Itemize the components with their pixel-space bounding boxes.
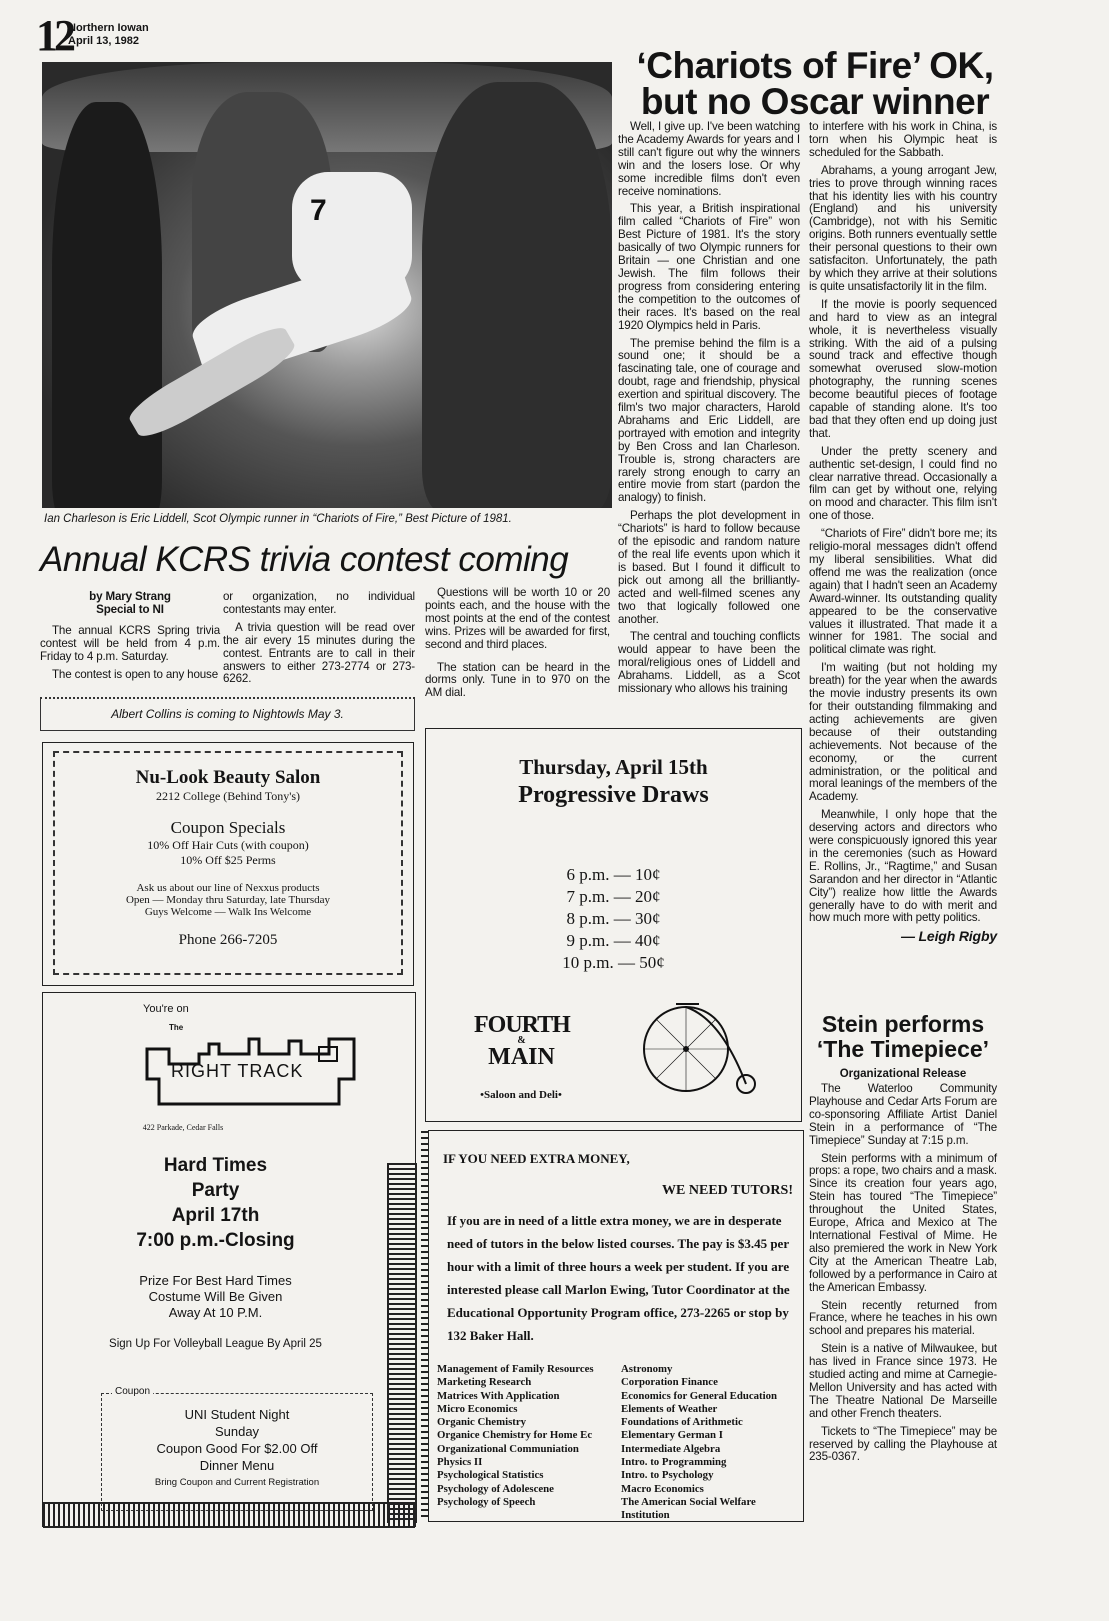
course-item: Macro Economics	[621, 1482, 704, 1495]
author-role: Special to NI	[96, 602, 164, 616]
progressive-draws-ad	[425, 728, 802, 1122]
paragraph: The central and touching conflicts would appear to have been the moral/religious ones of Liddell and Abrahams. Liddell, as a Scot missionary who allows his training	[618, 630, 800, 696]
event-title: Hard Times	[163, 1155, 268, 1176]
special: 10% Off $25 Perms	[180, 853, 276, 867]
info-line: Open — Monday thru Saturday, late Thursday	[125, 894, 331, 906]
albert-collins-notice: Albert Collins is coming to Nightowls May 3.	[40, 697, 415, 731]
paragraph: The station can be heard in the dorms only. Tune in to 970 on the AM dial.	[425, 660, 610, 700]
course-item: Economics for General Education	[621, 1389, 778, 1402]
paper-name: Northern Iowan	[68, 22, 149, 34]
kcrs-column-2	[223, 591, 415, 691]
paragraph: If the movie is poorly sequenced and hard to view as an integral whole, it is nevertheless visually striking. With the aid of a pulsing sound track and effective though somewhat overused slow-motion photography, the running scenes become beautiful pieces of footage capable of standing alone. It's too bad that they often end up doing just that.	[809, 297, 997, 440]
photo-caption: Ian Charleson is Eric Liddell, Scot Olympic runner in “Chariots of Fire,” Best Picture of 1981.	[44, 513, 512, 525]
review-column-1	[618, 121, 800, 701]
course-item: Psychology of Speech	[437, 1495, 536, 1508]
coupon-line: Sunday	[214, 1424, 260, 1439]
paragraph: A trivia question will be read over the air every 15 minutes during the contest. Entrants are to call in their answers to either 273-2774 or 273-6262.	[223, 620, 415, 686]
paragraph: Abrahams, a young arrogant Jew, tries to prove through winning races that his identity lies with his country (England) and his university (Cambridge), not with his Semitic origins. Both runners eventually settle their personal questions to their own satisfaciton. Unfortunately, the path by which they arrive at their solutions is quite unsatisfactorily lit in the film.	[809, 163, 997, 293]
kcrs-headline: Annual KCRS trivia contest coming	[40, 540, 569, 579]
course-item: Intro. to Programming	[621, 1456, 727, 1469]
paragraph: Perhaps the plot development in “Chariots” is hard to follow because of the episodic and random nature of the real life events upon which it is based. But I found it difficult to pick out among all the brilliantly-acted and well-filmed scenes any two that logically followed one another.	[618, 509, 800, 626]
restaurant-name: RIGHT TRACK	[171, 1061, 304, 1081]
draw-time: 10 p.m.	[562, 953, 614, 972]
info-line: Guys Welcome — Walk Ins Welcome	[144, 906, 312, 918]
tutor-heading-2: WE NEED TUTORS!	[662, 1183, 793, 1198]
course-item: Intro. to Psychology	[621, 1469, 714, 1482]
draw-price: 50¢	[639, 953, 665, 972]
paragraph: Tickets to “The Timepiece” may be reserved by calling the Playhouse at 235-0367.	[809, 1424, 997, 1464]
course-list-right	[621, 1363, 803, 1523]
course-item: Organic Chemistry	[437, 1416, 527, 1429]
review-headline	[620, 45, 1010, 122]
author-signature: — Leigh Rigby	[900, 928, 997, 945]
course-list-left	[437, 1363, 594, 1509]
coupon	[101, 1386, 373, 1511]
coupon-line: Dinner Menu	[199, 1458, 275, 1473]
paragraph: Under the pretty scenery and authentic set-design, I could find no clear narrative thread. Occasionally a film can get by without one, relying on mood and character. This film isn't one of those.	[809, 444, 997, 523]
course-item: Psychological Statistics	[437, 1469, 544, 1482]
event-date: April 17th	[171, 1205, 260, 1226]
draw-row: 9 p.m. — 40¢	[566, 931, 661, 950]
salon-name: Nu-Look Beauty Salon	[135, 767, 321, 788]
specials-title: Coupon Specials	[170, 818, 286, 837]
draw-time: 7 p.m.	[566, 887, 610, 906]
photo	[42, 62, 612, 508]
course-item: Physics II	[437, 1456, 483, 1469]
prize-line: Away At 10 P.M.	[168, 1305, 263, 1320]
coupon-line: Coupon Good For $2.00 Off	[156, 1441, 318, 1456]
draw-time: 6 p.m.	[566, 865, 610, 884]
ad-date: Thursday, April 15th	[519, 755, 708, 779]
tutor-heading-1: IF YOU NEED EXTRA MONEY,	[443, 1151, 630, 1166]
volleyball-signup: Sign Up For Volleyball League By April 25	[109, 1338, 322, 1350]
draw-row: 6 p.m. — 10¢	[566, 865, 661, 884]
issue-date: April 13, 1982	[68, 35, 139, 47]
draw-row: 8 p.m. — 30¢	[566, 909, 661, 928]
headline-line-2: but no Oscar winner	[640, 81, 990, 122]
course-item: Corporation Finance	[621, 1376, 718, 1389]
paragraph: The premise behind the film is a sound one; it should be a fascinating tale, one of courage and doubt, rage and friendship, physical exertion and spiritual discovery. The film's two major characters, Harold Abrahams and Eric Liddell, are portrayed with emotion and integrity by Ben Cross and Ian Charleson. Trouble is, strong characters are rarely strong enough to carry an entire movie from start (pardon the analogy) to finish.	[618, 336, 800, 505]
course-item: Micro Economics	[437, 1402, 518, 1415]
paragraph: Stein is a native of Milwaukee, but has lived in France since 1973. He studied acting and mime at Carnegie-Mellon University and has acted with The Theatre National De Marseille and other French theaters.	[809, 1342, 997, 1420]
tutor-body: If you are in need of a little extra money, we are in desperate need of tutors in the below listed courses. The pay is $3.45 per hour with a limit of three hours a week per student. If you are interested please call Marlon Ewing, Tutor Coordinator at the Educational Opportunity Program office, 273-2265 or stop by 132 Baker Hall.	[447, 1213, 790, 1343]
event-time: 7:00 p.m.-Closing	[136, 1230, 295, 1251]
course-item: Elementary German I	[621, 1429, 723, 1442]
draw-price: 40¢	[634, 931, 661, 950]
paragraph: to interfere with his work in China, is torn when his Olympic heat is scheduled for the Sabbath.	[809, 120, 997, 159]
paragraph: “Chariots of Fire” didn't bore me; its religio-moral messages didn't offend my liberal sensibilities. What did offend me was the realization (once again) that I hadn't seen an Academy Award-winner. Its outstanding quality appeared to be the conservative values it illustrated. That made it a winner for 1981. The social and political climate was right.	[809, 527, 997, 657]
course-item: Foundations of Arithmetic	[621, 1416, 743, 1429]
course-item: Organizational Communiation	[437, 1442, 579, 1455]
penny-farthing-bicycle-icon	[641, 999, 761, 1099]
stein-article	[809, 1012, 997, 1469]
logo-word: FOURTH	[474, 1012, 570, 1038]
youre-on: You're on	[143, 1003, 189, 1015]
draw-row: 7 p.m. — 20¢	[566, 887, 661, 906]
right-track-ad	[42, 992, 416, 1527]
headline-line-2: ‘The Timepiece’	[816, 1036, 990, 1062]
draw-time: 9 p.m.	[566, 931, 610, 950]
draw-price: 10¢	[634, 865, 661, 884]
paragraph: Stein performs with a minimum of props: a rope, two chairs and a mask. Since its creation four years ago, Stein has toured “The Timepiece” throughout the United States, Europe, Africa and Mexico at The International Festival of Mime. He also premiered the work in New York City at the American Theatre Lab, followed by a performance in Cairo at the American Embassy.	[809, 1151, 997, 1294]
event-block	[43, 1153, 388, 1253]
headline-line-1: Stein performs	[821, 1011, 985, 1037]
course-item: Astronomy	[621, 1363, 673, 1375]
special: 10% Off Hair Cuts (with coupon)	[147, 838, 309, 852]
saloon-and-deli: •Saloon and Deli•	[480, 1089, 562, 1101]
event-title: Party	[191, 1180, 240, 1201]
prize-block	[43, 1273, 388, 1321]
coupon-label: Coupon	[112, 1386, 153, 1397]
paragraph: Stein recently returned from France, where he teaches in his own school and prepares his material.	[809, 1298, 997, 1338]
course-item: Psychology of Adolescene	[437, 1482, 554, 1495]
draw-row: 10 p.m. — 50¢	[562, 953, 665, 972]
stein-byline: Organizational Release	[839, 1068, 967, 1080]
paragraph: Meanwhile, I only hope that the deserving actors and directors who were conspicuously ignored this year in the ceremonies (such as Howard E. Rollins, Jr., “Ragtime,” and Susan Sarandon and her director in “Atlantic City”) realize how little the Awards generally have to do with merit and how much more with petty politics.	[809, 808, 997, 925]
logo-word: MAIN	[488, 1044, 555, 1070]
course-item: Marketing Research	[437, 1376, 532, 1389]
course-item: Organice Chemistry for Home Ec	[437, 1429, 593, 1442]
jersey-number: 7	[310, 194, 327, 227]
ad-title: Progressive Draws	[518, 782, 709, 808]
paragraph: This year, a British inspirational film called “Chariots of Fire” won Best Picture of 1981. It's the story basically of two Olympic runners for Britain — one Christian and one Jewish. The film follows their progress from considering entering the competition to the outcomes of their races. It's based on the real 1920 Olympics held in Paris.	[618, 202, 800, 332]
paragraph: The contest is open to any house	[52, 667, 218, 681]
salon-phone: Phone 266-7205	[178, 932, 278, 948]
course-item: Management of Family Resources	[437, 1363, 594, 1375]
draw-price: 30¢	[634, 909, 661, 928]
paragraph: or organization, no individual contestants may enter.	[223, 590, 415, 616]
salon-address: 2212 College (Behind Tony's)	[155, 789, 301, 803]
border-ladder	[421, 1131, 429, 1521]
stein-headline	[809, 1012, 997, 1062]
paragraph: The annual KCRS Spring trivia contest will be held from 4 p.m. Friday to 4 p.m. Saturday.	[40, 623, 220, 663]
kcrs-column-3	[425, 587, 610, 705]
info-line: Ask us about our line of Nexxus products	[136, 882, 320, 894]
fourth-and-main-logo	[474, 1014, 569, 1068]
nulook-ad	[42, 742, 414, 986]
the-label: The	[169, 1023, 184, 1032]
author: by Mary Strang	[89, 590, 171, 603]
paragraph: The Waterloo Community Playhouse and Cedar Arts Forum are co-sponsoring Affiliate Artist Daniel Stein in a performance of “The Timepiece” Sunday at 7:15 p.m.	[809, 1082, 997, 1147]
course-item: The American Social Welfare Institution	[621, 1495, 756, 1522]
paragraph: Questions will be worth 10 or 20 points each, and the house with the most points at the end of the contest wins. Prizes will be awarded for first, second and third places.	[425, 586, 610, 651]
page-number: 12	[36, 11, 72, 60]
headline-line-1: ‘Chariots of Fire’ OK,	[636, 45, 994, 86]
coupon-line: UNI Student Night	[184, 1407, 290, 1422]
course-item: Intermediate Algebra	[621, 1442, 721, 1455]
paragraph: Well, I give up. I've been watching the Academy Awards for years and I still can't figure out why the winners win and the losers lose. Or why some incredible films don't even receive nominations.	[618, 120, 800, 198]
course-item: Elements of Weather	[621, 1402, 718, 1415]
course-item: Matrices With Application	[437, 1389, 560, 1402]
draw-time: 8 p.m.	[566, 909, 610, 928]
railroad-track-vertical	[387, 1163, 417, 1523]
tutors-ad	[428, 1130, 804, 1522]
prize-line: Prize For Best Hard Times	[139, 1273, 292, 1288]
masthead	[68, 22, 149, 48]
logo-amp: &	[517, 1035, 526, 1046]
draw-list	[426, 864, 801, 974]
kcrs-column-1	[40, 591, 220, 686]
restaurant-address: 422 Parkade, Cedar Falls	[142, 1123, 224, 1132]
draw-price: 20¢	[634, 887, 661, 906]
paragraph: I'm waiting (but not holding my breath) for the year when the awards the movie industry presents its own for their outstanding filmmaking and acting achievements are given because of their outstanding achievements. Not because of the economy, or the current administration, or the political and moral leanings of the members of the Academy.	[809, 661, 997, 804]
review-column-2	[809, 121, 997, 943]
prize-line: Costume Will Be Given	[148, 1289, 283, 1304]
coupon-line: Bring Coupon and Current Registration	[154, 1477, 320, 1488]
